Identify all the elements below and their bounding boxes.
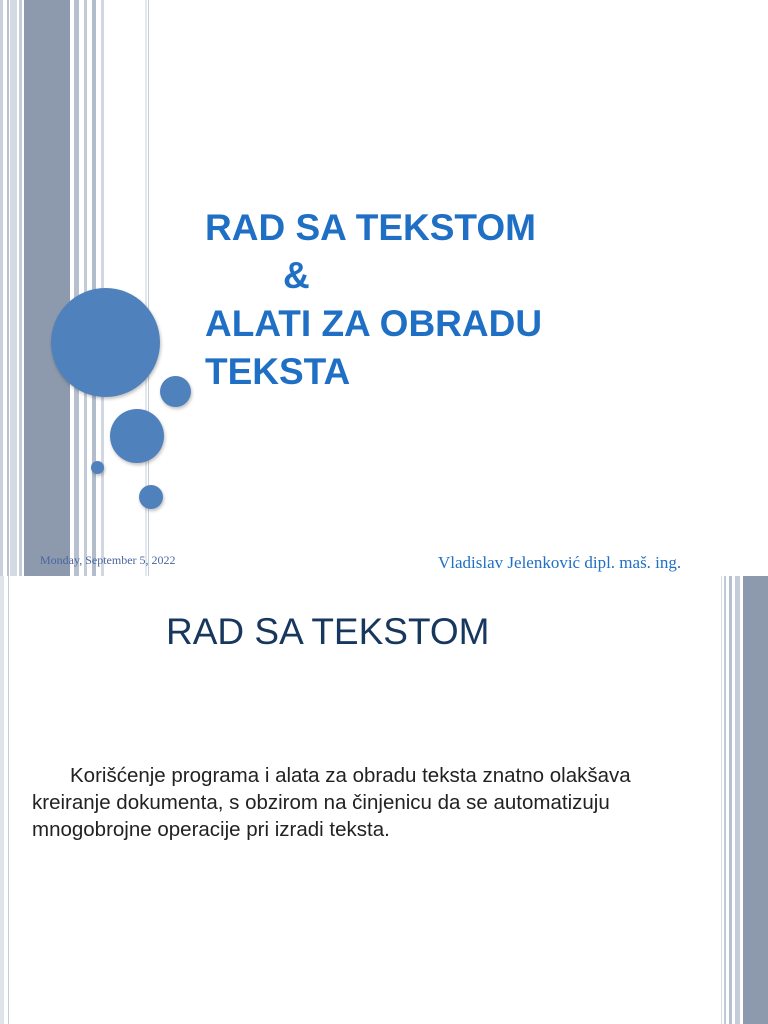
- stripe: [84, 0, 87, 576]
- title-line: RAD SA TEKSTOM: [205, 207, 536, 248]
- stripe: [74, 0, 79, 576]
- stripe: [19, 0, 22, 576]
- slide-author: Vladislav Jelenković dipl. maš. ing.: [438, 553, 682, 572]
- circle: [139, 485, 163, 509]
- title-line: TEKSTA: [205, 351, 351, 392]
- stripe: [743, 576, 768, 1024]
- stripe: [729, 576, 732, 1024]
- stripe: [24, 0, 70, 576]
- slide-body-text: Korišćenje programa i alata za obradu teksta znatno olakšava kreiranje dokumenta, s obzirom na činjenicu da se automatizuju mnogobrojne operacije pri izradi teksta.: [32, 764, 631, 841]
- slide-title: RAD SA TEKSTOM: [166, 611, 490, 652]
- title-ampersand: &: [283, 255, 310, 296]
- slide-title: [205, 204, 725, 396]
- stripe: [724, 576, 726, 1024]
- stripe: [0, 0, 3, 576]
- stripe: [8, 576, 9, 1024]
- stripe: [0, 576, 4, 1024]
- content-slide: [0, 576, 768, 1024]
- stripe: [735, 576, 740, 1024]
- slide-date: Monday, September 5, 2022: [40, 553, 176, 567]
- circle: [110, 409, 164, 463]
- circle: [91, 461, 104, 474]
- title-line: ALATI ZA OBRADU: [205, 303, 543, 344]
- circle: [160, 376, 191, 407]
- stripe: [10, 0, 17, 576]
- stripe: [7, 0, 9, 576]
- circle: [51, 288, 160, 397]
- stripe: [721, 576, 722, 1024]
